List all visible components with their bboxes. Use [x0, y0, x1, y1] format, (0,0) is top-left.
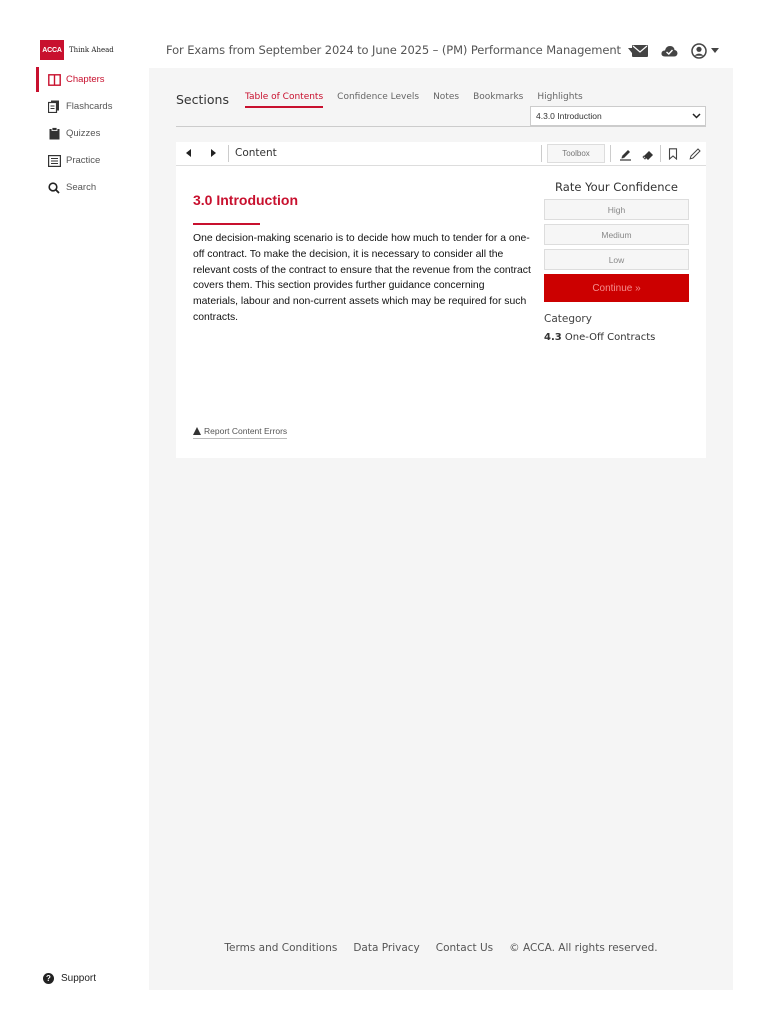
- toolbar-divider: [228, 145, 229, 162]
- sidebar-item-search[interactable]: [36, 174, 149, 201]
- footer-copyright: © ACCA. All rights reserved.: [509, 942, 658, 954]
- header-icons: [631, 42, 719, 59]
- exam-selector[interactable]: [166, 43, 636, 57]
- section-dropdown[interactable]: [530, 106, 706, 126]
- toolbar-divider: [610, 145, 611, 162]
- tab-bookmarks[interactable]: Bookmarks: [473, 92, 524, 102]
- logo-tagline: Think Ahead: [69, 46, 114, 54]
- highlighter-icon[interactable]: [618, 147, 632, 161]
- sidebar-item-label: Chapters: [66, 74, 105, 85]
- support-label: Support: [61, 973, 97, 984]
- top-bar: [149, 36, 733, 68]
- category-name: One-Off Contracts: [564, 332, 656, 343]
- previous-arrow-icon[interactable]: [186, 149, 191, 157]
- tab-table-of-contents[interactable]: Table of Contents: [245, 92, 323, 108]
- content-body: One decision-making scenario is to decide how much to tender for a one-off contract. To make the decision, it is necessary to consider all the relevant costs of the contract to ensure that the revenue from the contract covers them. This section provides further guidance concerning materials, labour and non-current assets which may be required for such contracts.: [193, 233, 531, 323]
- content-card: [176, 142, 706, 458]
- report-errors-label: Report Content Errors: [204, 426, 288, 436]
- sidebar-item-label: Flashcards: [66, 101, 113, 112]
- book-icon: [47, 73, 61, 87]
- confidence-title: Rate Your Confidence: [555, 180, 678, 194]
- confidence-high-button[interactable]: High: [544, 199, 689, 220]
- search-icon: [47, 181, 61, 195]
- exam-title: For Exams from September 2024 to June 2025 – (PM) Performance Management: [166, 43, 621, 57]
- sidebar-item-label: Quizzes: [66, 128, 101, 139]
- tab-confidence-levels[interactable]: Confidence Levels: [337, 92, 420, 102]
- content-label: Content: [235, 147, 277, 159]
- main-area: [149, 36, 733, 990]
- footer-link-privacy[interactable]: Data Privacy: [353, 942, 420, 954]
- category-value[interactable]: [544, 332, 689, 343]
- clipboard-icon: [47, 127, 61, 141]
- confidence-panel: [544, 180, 689, 343]
- sidebar-nav: [36, 66, 149, 201]
- continue-button[interactable]: Continue »: [544, 274, 689, 302]
- warning-icon: [193, 427, 201, 435]
- app-shell: [36, 36, 733, 990]
- logo-mark: ACCA: [40, 40, 64, 60]
- confidence-medium-button[interactable]: Medium: [544, 224, 689, 245]
- help-icon: ?: [43, 973, 54, 984]
- report-errors-link[interactable]: [193, 426, 287, 439]
- heading-underline: [193, 223, 260, 225]
- section-dropdown-value: 4.3.0 Introduction: [536, 111, 602, 121]
- sidebar: [36, 36, 149, 990]
- category-number: 4.3: [544, 332, 562, 343]
- sidebar-item-label: Practice: [66, 155, 101, 166]
- sections-title: Sections: [176, 92, 229, 107]
- acca-logo[interactable]: [40, 40, 114, 60]
- confidence-low-button[interactable]: Low: [544, 249, 689, 270]
- tab-notes[interactable]: Notes: [433, 92, 460, 102]
- chevron-down-icon: [692, 111, 701, 120]
- user-account-icon[interactable]: [691, 42, 719, 59]
- footer-link-terms[interactable]: Terms and Conditions: [224, 942, 338, 954]
- caret-down-icon: [711, 48, 719, 53]
- sections-bar: [176, 86, 706, 127]
- bookmark-icon[interactable]: [666, 147, 680, 161]
- toolbar-divider: [541, 145, 542, 162]
- support-link[interactable]: [43, 973, 96, 984]
- footer: [149, 942, 733, 954]
- content-toolbar: [176, 142, 706, 166]
- cloud-check-icon[interactable]: [661, 42, 678, 59]
- flashcards-icon: [47, 100, 61, 114]
- sidebar-item-flashcards[interactable]: [36, 93, 149, 120]
- toolbar-divider: [660, 145, 661, 162]
- footer-link-contact[interactable]: Contact Us: [435, 942, 494, 954]
- content-heading: 3.0 Introduction: [193, 192, 298, 208]
- eraser-icon[interactable]: [641, 147, 655, 161]
- mail-icon[interactable]: [631, 42, 648, 59]
- sidebar-item-label: Search: [66, 182, 97, 193]
- sidebar-item-chapters[interactable]: [36, 66, 149, 93]
- next-arrow-icon[interactable]: [211, 149, 216, 157]
- toolbox-button[interactable]: Toolbox: [547, 144, 605, 163]
- sidebar-item-practice[interactable]: [36, 147, 149, 174]
- sidebar-item-quizzes[interactable]: [36, 120, 149, 147]
- pencil-icon[interactable]: [688, 147, 702, 161]
- category-label: Category: [544, 313, 592, 325]
- tab-highlights[interactable]: Highlights: [537, 92, 583, 102]
- list-icon: [47, 154, 61, 168]
